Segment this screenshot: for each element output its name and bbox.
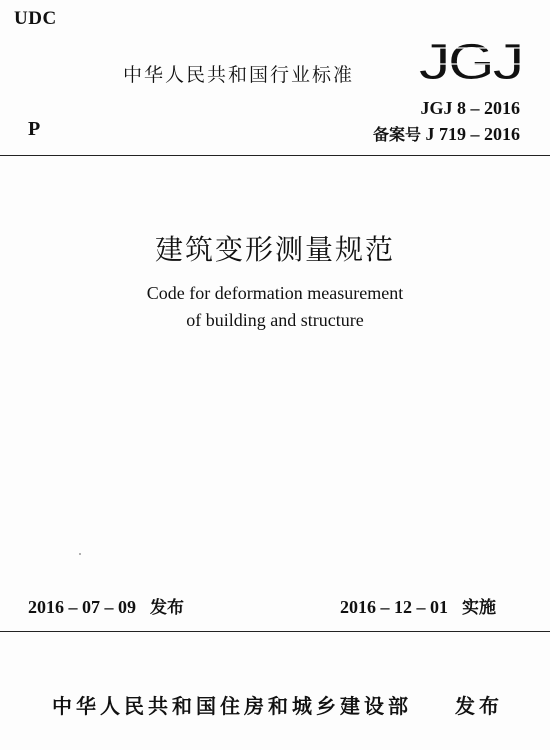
footer-divider xyxy=(0,631,550,632)
implementation-date-line xyxy=(340,593,496,618)
print-speck xyxy=(79,553,81,555)
title-chinese: 建筑变形测量规范 xyxy=(154,233,395,266)
classification-letter: P xyxy=(28,118,41,140)
record-number-line xyxy=(373,122,520,145)
publisher-action: 发布 xyxy=(455,694,503,718)
issue-date-line xyxy=(28,593,184,618)
issue-label: 发布 xyxy=(150,598,184,618)
implementation-date: 2016 – 12 – 01 xyxy=(340,597,448,617)
publisher-name: 中华人民共和国住房和城乡建设部 xyxy=(52,694,412,718)
implementation-label: 实施 xyxy=(462,598,496,618)
industry-standard-heading: 中华人民共和国行业标准 xyxy=(123,64,355,86)
record-number: J 719 – 2016 xyxy=(425,124,520,144)
record-label: 备案号 xyxy=(372,125,421,144)
title-english-line2: of building and structure xyxy=(186,310,364,330)
jgj-logo xyxy=(416,32,522,86)
standard-number: JGJ 8 – 2016 xyxy=(420,98,520,118)
issue-date: 2016 – 07 – 09 xyxy=(28,597,136,617)
title-english-line1: Code for deformation measurement xyxy=(146,283,404,303)
udc-label: UDC xyxy=(14,8,57,29)
header-divider xyxy=(0,155,550,156)
jgj-logo-text: JGJ xyxy=(417,32,522,86)
